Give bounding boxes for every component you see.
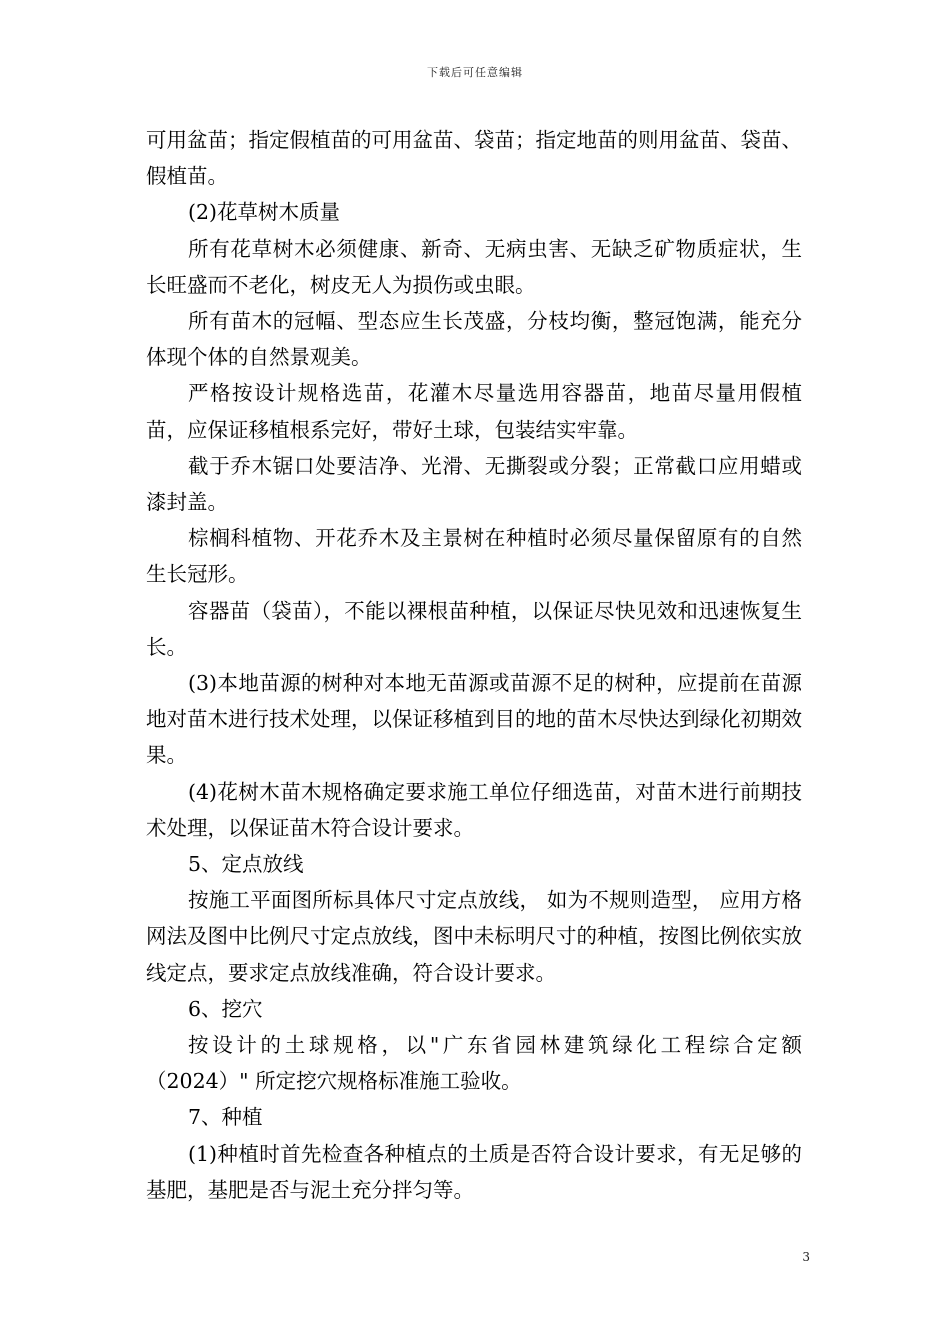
paragraph-2: (2)花草树木质量 <box>188 200 341 225</box>
page-header: 下载后可任意编辑 <box>427 66 523 79</box>
document-body <box>146 122 802 1208</box>
paragraph-7: 棕榈科植物、开花乔木及主景树在种植时必须尽量保留原有的自然生长冠形。 <box>146 526 802 587</box>
paragraph-14: 按设计的土球规格，以"广东省园林建筑绿化工程综合定额（2024）" 所定挖穴规格标准施工验收。 <box>146 1033 802 1094</box>
section-heading-5: 5、定点放线 <box>188 852 304 877</box>
paragraph-6: 截于乔木锯口处要洁净、光滑、无撕裂或分裂；正常截口应用蜡或漆封盖。 <box>146 453 802 515</box>
paragraph-9: (3)本地苗源的树种对本地无苗源或苗源不足的树种，应提前在苗源地对苗木进行技术处理，以保证移植到目的地的苗木尽快达到绿化初期效果。 <box>146 671 802 768</box>
paragraph-16: (1)种植时首先检查各种植点的土质是否符合设计要求，有无足够的基肥，基肥是否与泥土充分拌匀等。 <box>146 1141 802 1202</box>
paragraph-4: 所有苗木的冠幅、型态应生长茂盛，分枝均衡，整冠饱满，能充分体现个体的自然景观美。 <box>146 309 802 370</box>
paragraph-8: 容器苗（袋苗），不能以裸根苗种植，以保证尽快见效和迅速恢复生长。 <box>146 598 802 659</box>
section-heading-7: 7、种植 <box>188 1105 263 1130</box>
paragraph-3: 所有花草树木必须健康、新奇、无病虫害、无缺乏矿物质症状，生长旺盛而不老化，树皮无人为损伤或虫眼。 <box>146 236 802 297</box>
page-number: 3 <box>802 1250 810 1264</box>
section-heading-6: 6、挖穴 <box>188 996 263 1021</box>
paragraph-1: 可用盆苗；指定假植苗的可用盆苗、袋苗；指定地苗的则用盆苗、袋苗、假植苗。 <box>146 128 802 189</box>
paragraph-5: 严格按设计规格选苗，花灌木尽量选用容器苗，地苗尽量用假植苗，应保证移植根系完好，带好土球，包装结实牢靠。 <box>146 381 802 442</box>
paragraph-10: (4)花树木苗木规格确定要求施工单位仔细选苗，对苗木进行前期技术处理，以保证苗木符合设计要求。 <box>146 779 802 840</box>
paragraph-12: 按施工平面图所标具体尺寸定点放线， 如为不规则造型， 应用方格网法及图中比例尺寸定点放线，图中未标明尺寸的种植，按图比例依实放线定点，要求定点放线准确，符合设计要求。 <box>146 888 802 985</box>
